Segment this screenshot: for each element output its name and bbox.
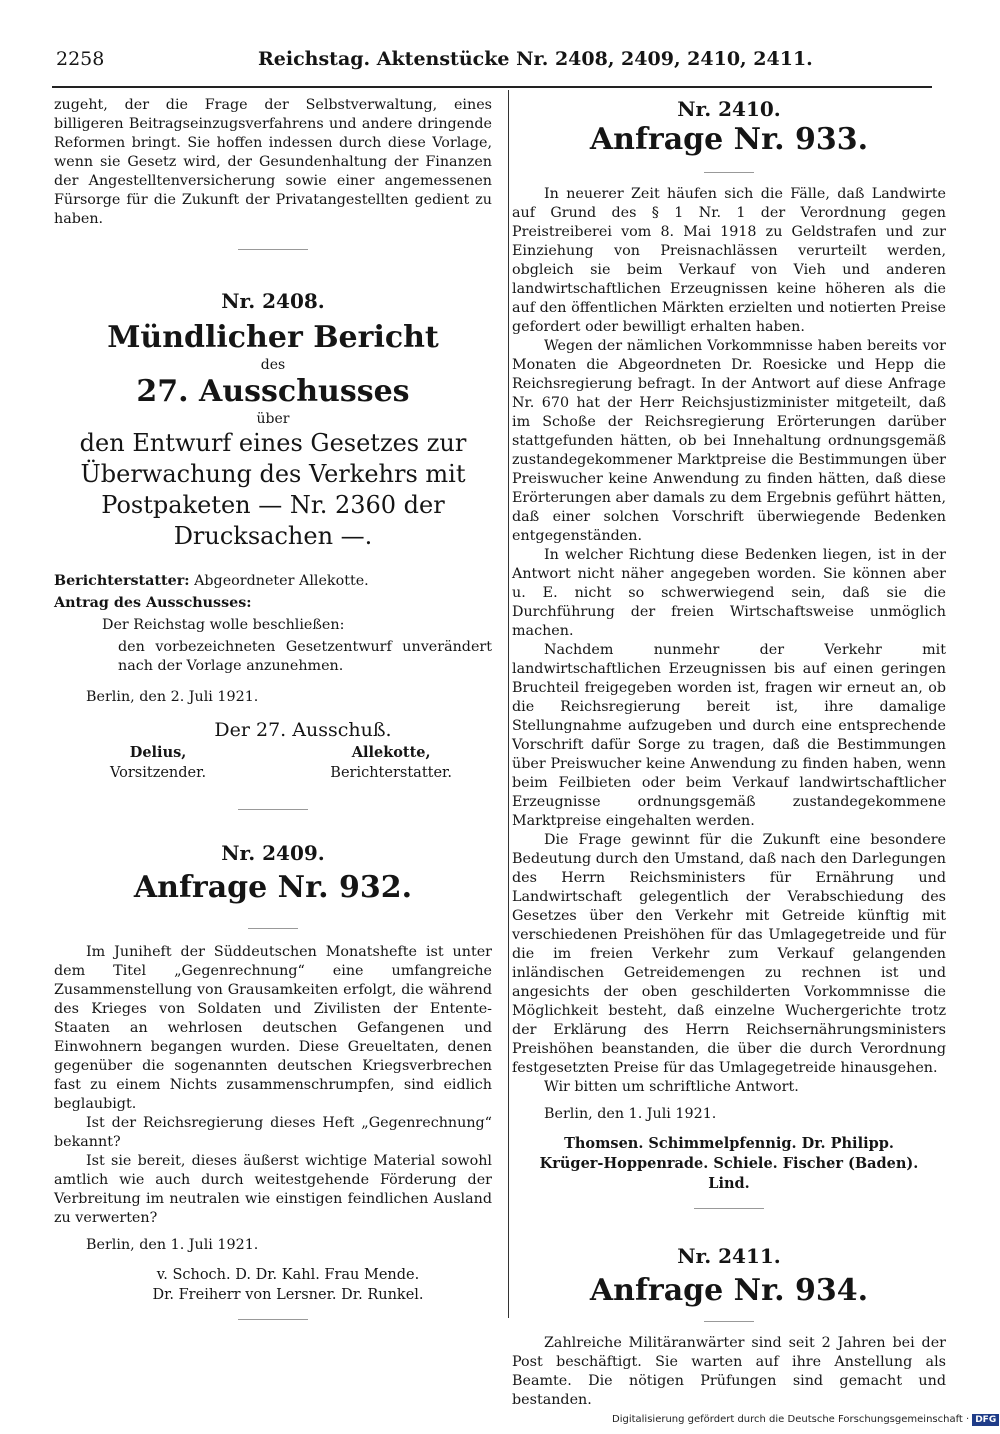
nr-2410-paragraph-2: Wegen der nämlichen Vorkommnisse haben bereits vor Monaten die Abgeordneten Dr. Roesicke und Hepp die Reichsregierung befragt. In der Antwort auf diese Anfrage Nr. 670 hat der Herr Reichsjustizminister mitgeteilt, daß im Schoße der Reichsregierung Erörterungen darüber stattgefunden hätten, ob bei Innehaltung ordnungsgemäß zustandegekommener Marktpreise die Bestimmungen über Preiswucher keine Anwendung zu finden hätten, daß diese Erörterungen aber damals zu dem Ergebnis geführt hätten, daß einer solchen Vorschrift überwiegende Bedenken entgegenständen. (512, 338, 946, 544)
nr-2411-number: Nr. 2411. (677, 1244, 781, 1268)
nr-2408-des: des (260, 357, 286, 373)
nr-2410-signatures-1: Thomsen. Schimmelpfennig. Dr. Philipp. (564, 1135, 894, 1152)
nr-2410-title: Anfrage Nr. 933. (589, 122, 869, 157)
rapporteur-name: Allekotte, (351, 744, 431, 761)
page-number: 2258 (56, 48, 105, 70)
separator (238, 1319, 308, 1320)
nr-2409-signatures-1: v. Schoch. D. Dr. Kahl. Frau Mende. (156, 1267, 420, 1283)
nr-2410-date: Berlin, den 1. Juli 1921. (544, 1106, 717, 1122)
reporter-name: Abgeordneter Allekotte. (194, 573, 369, 589)
nr-2409-paragraph-1: Im Juniheft der Süddeutschen Monatshefte ist unter dem Titel „Gegenrechnung“ eine umfangreiche Zusammenstellung von Grausamkeiten erfolgt, die während des Krieges von Soldaten und Zivilisten der Entente-Staaten an wehrlosen deutschen Gefangenen und Einwohnern begangen wurden. Diese Greueltaten, denen gegenüber die sogenannten deutschen Kriegsverbrechen fast zu einem Nichts zusammenschrumpfen, sind eidlich beglaubigt. (54, 944, 492, 1112)
right-column (512, 96, 946, 1410)
nr-2409-number: Nr. 2409. (221, 841, 325, 865)
page-header (52, 48, 932, 78)
left-column (54, 96, 492, 1320)
nr-2410-paragraph-4: Nachdem nunmehr der Verkehr mit landwirtschaftlichen Erzeugnissen bis auf einen geringen Bruchteil freigegeben worden ist, fragen wir erneut an, ob die Reichsregierung bereit ist, ihre damalige Stellungnahme aufzugeben und durch eine entsprechende Vorschrift dafür Sorge zu tragen, daß die Bestimmungen über Preiswucher keine Anwendung zu finden haben, wenn beim Feilbieten oder beim Verkauf landwirtschaftlicher Erzeugnisse ordnungsgemäß zustandegekommene Marktpreise eingehalten werden. (512, 642, 946, 829)
nr-2410-paragraph-1: In neuerer Zeit häufen sich die Fälle, daß Landwirte auf Grund des § 1 Nr. 1 der Verordnung gegen Preistreiberei vom 8. Mai 1918 zu Geldstrafen und zur Einziehung von Preisnachlässen verurteilt werden, obgleich sie beim Verkauf von Vieh und anderen landwirtschaftlichen Erzeugnissen keine höheren als die auf den öffentlichen Märkten erzielten und notierten Preise gefordert oder bewilligt erhalten haben. (512, 186, 946, 335)
intro-paragraph: zugeht, der die Frage der Selbstverwaltung, eines billigeren Beitragseinzugsverfahrens und andere dringende Reformen bringt. Sie hoffen indessen durch diese Vorlage, wenn sie Gesetz wird, der Gesundenhaltung der Finanzen der Angestelltenversicherung sowie einer angemessenen Fürsorge für die Zukunft der Privatangestellten gedient zu haben. (54, 97, 492, 227)
nr-2409-signatures-2: Dr. Freiherr von Lersner. Dr. Runkel. (152, 1287, 424, 1303)
nr-2409-paragraph-3: Ist sie bereit, dieses äußerst wichtige Material sowohl amtlich wie auch durch weitestgehende Förderung der Verbreitung im neutralen wie einstigen feindlichen Ausland zu verwerten? (54, 1153, 492, 1226)
nr-2410-signatures-3: Lind. (708, 1175, 750, 1192)
nr-2410-signatures-2: Krüger-Hoppenrade. Schiele. Fischer (Baden). (539, 1155, 919, 1172)
motion-label: Antrag des Ausschusses: (54, 595, 252, 611)
nr-2408-title: Mündlicher Bericht (107, 320, 439, 355)
rapporteur-signature (330, 743, 452, 783)
nr-2411-paragraph-1: Zahlreiche Militäranwärter sind seit 2 Jahren bei der Post beschäftigt. Sie warten auf ihre Anstellung als Beamte. Die nötigen Prüfungen sind gemacht und bestanden. (512, 1335, 946, 1408)
header-rule (52, 86, 932, 88)
nr-2411-title: Anfrage Nr. 934. (589, 1273, 869, 1308)
motion-text-1: Der Reichstag wolle beschließen: (102, 617, 345, 633)
nr-2409-title: Anfrage Nr. 932. (133, 870, 413, 905)
nr-2410-number: Nr. 2410. (677, 97, 781, 121)
chair-signature (110, 743, 206, 783)
nr-2408-date: Berlin, den 2. Juli 1921. (86, 689, 259, 705)
nr-2408-subject: den Entwurf eines Gesetzes zur Überwachung des Verkehrs mit Postpaketen — Nr. 2360 der Drucksachen —. (79, 429, 467, 550)
motion-text-2: den vorbezeichneten Gesetzentwurf unverändert nach der Vorlage anzunehmen. (118, 639, 492, 674)
column-divider (508, 90, 509, 1318)
nr-2410-paragraph-5: Die Frage gewinnt für die Zukunft eine besondere Bedeutung durch den Umstand, daß nach den Darlegungen des Herrn Reichsministers für Ernährung und Landwirtschaft gelegentlich der Verabschiedung des Gesetzes über den Verkehr mit Getreide künftig mit verschiedenen Preishöhen für das Umlagegetreide und für die im freien Verkehr zum Verkauf gelangenden inländischen Getreidemengen zu rechnen ist und angesichts der oben geschilderten Vorkommnisse die Möglichkeit besteht, daß einzelne Wuchergerichte trotz der Erklärung des Herrn Reichsernährungsministers Preishöhen beanstanden, die über die durch Verordnung festgesetzten Preise für das Umlagegetreide hinausgehen. (512, 832, 946, 1076)
signature-row (54, 743, 492, 783)
committee-signature: Der 27. Ausschuß. (214, 719, 392, 741)
rapporteur-role: Berichterstatter. (330, 765, 452, 781)
nr-2408-committee: 27. Ausschusses (136, 374, 410, 409)
reporter-line (54, 572, 492, 591)
nr-2410-paragraph-6: Wir bitten um schriftliche Antwort. (544, 1079, 799, 1095)
nr-2410-paragraph-3: In welcher Richtung diese Bedenken liegen, ist in der Antwort nicht näher angegeben worden. Sie können aber u. E. nicht so schwerwiegend sein, daß sie die Durchführung der freien Wirtschaftsweise unmöglich machen. (512, 547, 946, 639)
chair-name: Delius, (129, 744, 187, 761)
nr-2408-number: Nr. 2408. (221, 289, 325, 313)
chair-role: Vorsitzender. (110, 765, 207, 781)
nr-2409-paragraph-2: Ist der Reichsregierung dieses Heft „Gegenrechnung“ bekannt? (54, 1115, 492, 1150)
digitization-footer (612, 1414, 999, 1426)
nr-2408-ueber: über (256, 411, 290, 427)
dfg-logo: DFG (972, 1414, 999, 1426)
reporter-label: Berichterstatter: (54, 573, 190, 589)
header-title: Reichstag. Aktenstücke Nr. 2408, 2409, 2410, 2411. (258, 48, 813, 70)
footer-text: Digitalisierung gefördert durch die Deutsche Forschungsgemeinschaft · (612, 1414, 970, 1425)
nr-2409-date: Berlin, den 1. Juli 1921. (86, 1237, 259, 1253)
